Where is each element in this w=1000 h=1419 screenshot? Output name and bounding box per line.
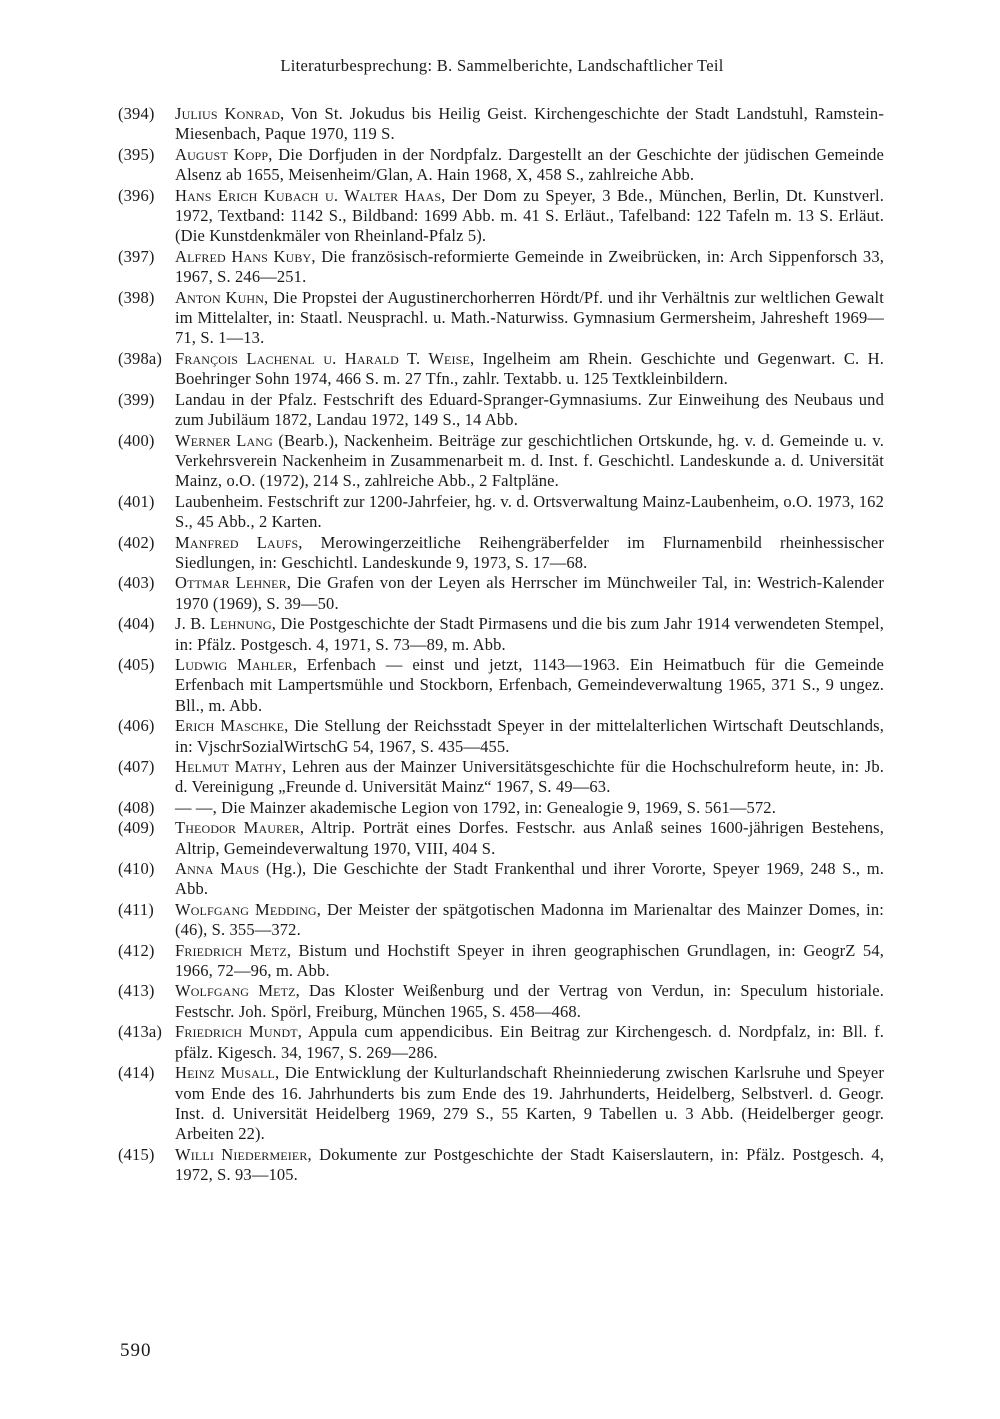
entry-citation: [175, 941, 884, 982]
entry-text: , Von St. Jokudus bis Heilig Geist. Kirchengeschichte der Stadt Landstuhl, Ramstein-Miesenbach, Paque 1970, 119 S.: [175, 104, 884, 144]
entry-author: Wolfgang Medding: [175, 899, 317, 919]
entry-citation: [175, 431, 884, 492]
entry-citation: [175, 1145, 884, 1186]
entry-citation: [175, 798, 884, 818]
entry-number: (400): [118, 430, 155, 450]
entry-text: Landau in der Pfalz. Festschrift des Eduard-Spranger-Gymnasiums. Zur Einweihung des Neubaus und zum Jubiläum 1872, Landau 1972, 149 S., 14 Abb.: [175, 389, 884, 430]
entry-citation: [175, 247, 884, 288]
entry-number: (401): [118, 491, 155, 511]
entry-number: (413): [118, 981, 155, 1001]
entry-number: (409): [118, 818, 155, 838]
entry-author: Erich Maschke: [175, 716, 285, 736]
entry-number: (404): [118, 614, 155, 634]
entry-number: (397): [118, 246, 155, 266]
entry-citation: [175, 288, 884, 349]
entry-author: Willi Niedermeier: [175, 1144, 308, 1164]
entry-text: , Ingelheim am Rhein. Geschichte und Gegenwart. C. H. Boehringer Sohn 1974, 466 S. m. 27 Tfn., zahlr. Textabb. u. 125 Textkleinbildern.: [175, 348, 884, 389]
entry-author: Ottmar Lehner: [175, 573, 287, 593]
entry-citation: [175, 104, 884, 145]
entry-author: Helmut Mathy: [175, 757, 283, 776]
entry-author: Ludwig Mahler: [175, 654, 293, 674]
bibliography-list: [118, 104, 884, 1186]
bibliography-entry: [118, 1022, 884, 1063]
entry-citation: [175, 859, 884, 900]
page-number: 590: [120, 1340, 152, 1361]
entry-author: François Lachenal u. Harald T. Weise: [175, 348, 470, 368]
entry-number: (414): [118, 1063, 155, 1083]
entry-author: Julius Konrad: [175, 104, 281, 123]
entry-text: , Die französisch-reformierte Gemeinde in Zweibrücken, in: Arch Sippenforsch 33, 1967, S. 246—251.: [175, 246, 884, 287]
bibliography-entry: [118, 247, 884, 288]
entry-number: (408): [118, 797, 155, 817]
entry-text: , Appula cum appendicibus. Ein Beitrag zur Kirchengesch. d. Nordpfalz, in: Bll. f. pfälz. Kigesch. 34, 1967, S. 269—286.: [175, 1022, 884, 1062]
entry-citation: [175, 573, 884, 614]
bibliography-entry: [118, 573, 884, 614]
entry-text: , Lehren aus der Mainzer Universitätsgeschichte für die Hochschulreform heute, in: Jb. d. Vereinigung „Freunde d. Universität Mainz“ 1967, S. 49—63.: [175, 757, 885, 797]
running-header: Literaturbesprechung: B. Sammelberichte, Landschaftlicher Teil: [280, 56, 724, 75]
entry-text: , Die Dorfjuden in der Nordpfalz. Dargestellt an der Geschichte der jüdischen Gemeinde Alsenz ab 1655, Meisenheim/Glan, A. Hain 1968, X, 458 S., zahlreiche Abb.: [175, 144, 885, 185]
entry-text: Laubenheim. Festschrift zur 1200-Jahrfeier, hg. v. d. Ortsverwaltung Mainz-Laubenheim, o.O. 1973, 162 S., 45 Abb., 2 Karten.: [175, 491, 884, 532]
entry-number: (398a): [118, 348, 162, 368]
entry-number: (415): [118, 1144, 155, 1164]
entry-number: (411): [118, 899, 154, 919]
entry-citation: [175, 186, 884, 247]
bibliography-entry: [118, 431, 884, 492]
entry-text: , Die Grafen von der Leyen als Herrscher im Münchweiler Tal, in: Westrich-Kalender 1970 (1969), S. 39—50.: [175, 573, 884, 613]
entry-number: (413a): [118, 1022, 162, 1042]
bibliography-entry: [118, 186, 884, 247]
entry-text: (Bearb.), Nackenheim. Beiträge zur geschichtlichen Ortskunde, hg. v. d. Gemeinde u. v. Verkehrsverein Nackenheim in Zusammenarbeit m. d. Inst. f. Geschichtl. Landeskunde a. d. Universität Mainz, o.O. (1972), 214 S., zahlreiche Abb., 2 Faltpläne.: [175, 430, 884, 491]
entry-text: , Merowingerzeitliche Reihengräberfelder im Flurnamenbild rheinhessischer Siedlungen, in: Geschichtl. Landeskunde 9, 1973, S. 17—68.: [175, 532, 884, 572]
entry-text: , Erfenbach — einst und jetzt, 1143—1963. Ein Heimatbuch für die Gemeinde Erfenbach mit Lampertsmühle und Stockborn, Erfenbach, Gemeindeverwaltung 1965, 371 S., 9 ungez. Bll., m. Abb.: [175, 654, 884, 715]
entry-author: Manfred Laufs: [175, 532, 299, 552]
entry-number: (394): [118, 104, 155, 123]
entry-text: , Die Propstei der Augustinerchorherren Hördt/Pf. und ihr Verhältnis zur weltlichen Gewalt im Mittelalter, in: Staatl. Neusprachl. u. Math.-Naturwiss. Gymnasium Germersheim, Jahresheft 1969—71, S. 1—13.: [175, 287, 884, 348]
entry-citation: [175, 1022, 884, 1063]
bibliography-entry: [118, 288, 884, 349]
entry-author: J. B. Lehnung: [175, 614, 272, 634]
bibliography-entry: [118, 941, 884, 982]
entry-author: Werner Lang: [175, 430, 273, 450]
entry-citation: [175, 390, 884, 431]
entry-text: , Der Meister der spätgotischen Madonna im Marienaltar des Mainzer Domes, in: (46), S. 355—372.: [175, 899, 884, 940]
entry-author: Friedrich Metz: [175, 940, 287, 960]
entry-author: August Kopp: [175, 144, 269, 164]
entry-text: , Das Kloster Weißenburg und der Vertrag von Verdun, in: Speculum historiale. Festschr. Joh. Spörl, Freiburg, München 1965, S. 458—468.: [175, 981, 884, 1021]
entry-text: , Dokumente zur Postgeschichte der Stadt Kaiserslautern, in: Pfälz. Postgesch. 4, 1972, S. 93—105.: [175, 1144, 884, 1185]
bibliography-entry: [118, 859, 884, 900]
bibliography-entry: [118, 390, 884, 431]
entry-author: Alfred Hans Kuby: [175, 246, 312, 266]
entry-text: , Bistum und Hochstift Speyer in ihren geographischen Grundlagen, in: GeogrZ 54, 1966, 72—96, m. Abb.: [175, 940, 884, 981]
entry-number: (398): [118, 287, 155, 307]
bibliography-entry: [118, 614, 884, 655]
entry-number: (410): [118, 859, 155, 879]
entry-text: — —, Die Mainzer akademische Legion von 1792, in: Genealogie 9, 1969, S. 561—572.: [175, 797, 776, 817]
entry-text: , Der Dom zu Speyer, 3 Bde., München, Berlin, Dt. Kunstverl. 1972, Textband: 1142 S., Bildband: 1699 Abb. m. 41 S. Erläut., Tafelband: 122 Tafeln m. 13 S. Erläut. (Die Kunstdenkmäler von Rheinland-Pfalz 5).: [175, 185, 884, 246]
entry-citation: [175, 1063, 884, 1145]
entry-author: Anton Kuhn: [175, 287, 265, 307]
bibliography-entry: [118, 716, 884, 757]
entry-text: , Die Entwicklung der Kulturlandschaft Rheinniederung zwischen Karlsruhe und Speyer vom Ende des 16. Jahrhunderts bis zum Ende des 19. Jahrhunderts, Heidelberg, Selbstverl. d. Geogr. Inst. d. Universität Heidelberg 1969, 279 S., 55 Karten, 9 Tabellen u. 3 Abb. (Heidelberger geogr. Arbeiten 22).: [175, 1063, 884, 1144]
entry-text: , Altrip. Porträt eines Dorfes. Festschr. aus Anlaß seines 1600-jährigen Bestehens, Altrip, Gemeindeverwaltung 1970, VIII, 404 S.: [175, 818, 884, 858]
entry-number: (399): [118, 389, 155, 409]
entry-citation: [175, 349, 884, 390]
entry-number: (403): [118, 573, 155, 593]
entry-author: Wolfgang Metz: [175, 981, 296, 1001]
entry-author: Hans Erich Kubach u. Walter Haas: [175, 185, 442, 205]
entry-number: (405): [118, 654, 155, 674]
bibliography-entry: [118, 145, 884, 186]
entry-citation: [175, 655, 884, 716]
entry-author: Theodor Maurer: [175, 818, 300, 838]
bibliography-entry: [118, 1063, 884, 1145]
bibliography-entry: [118, 1145, 884, 1186]
bibliography-entry: [118, 818, 884, 859]
bibliography-entry: [118, 798, 884, 818]
entry-author: Anna Maus: [175, 859, 260, 879]
entry-number: (396): [118, 185, 155, 205]
entry-text: , Die Stellung der Reichsstadt Speyer in der mittelalterlichen Wirtschaft Deutschlands, in: VjschrSozialWirtschG 54, 1967, S. 435—455.: [175, 716, 884, 756]
bibliography-entry: [118, 492, 884, 533]
entry-text: (Hg.), Die Geschichte der Stadt Frankenthal und ihrer Vororte, Speyer 1969, 248 S., m. Abb.: [175, 859, 884, 899]
bibliography-entry: [118, 900, 884, 941]
entry-citation: [175, 533, 884, 574]
entry-number: (402): [118, 532, 155, 552]
entry-number: (407): [118, 757, 155, 776]
bibliography-entry: [118, 757, 884, 798]
bibliography-entry: [118, 349, 884, 390]
bibliography-entry: [118, 104, 884, 145]
entry-author: Friedrich Mundt: [175, 1022, 298, 1042]
entry-citation: [175, 818, 884, 859]
bibliography-entry: [118, 655, 884, 716]
entry-citation: [175, 492, 884, 533]
entry-text: , Die Postgeschichte der Stadt Pirmasens und die bis zum Jahr 1914 verwendeten Stempel, in: Pfälz. Postgesch. 4, 1971, S. 73—89, m. Abb.: [175, 614, 884, 654]
entry-number: (395): [118, 144, 155, 164]
entry-citation: [175, 757, 884, 798]
bibliography-entry: [118, 533, 884, 574]
entry-citation: [175, 614, 884, 655]
entry-citation: [175, 981, 884, 1022]
entry-number: (406): [118, 716, 155, 736]
entry-citation: [175, 716, 884, 757]
entry-author: Heinz Musall: [175, 1063, 275, 1083]
entry-number: (412): [118, 940, 155, 960]
bibliography-entry: [118, 981, 884, 1022]
entry-citation: [175, 145, 884, 186]
entry-citation: [175, 900, 884, 941]
